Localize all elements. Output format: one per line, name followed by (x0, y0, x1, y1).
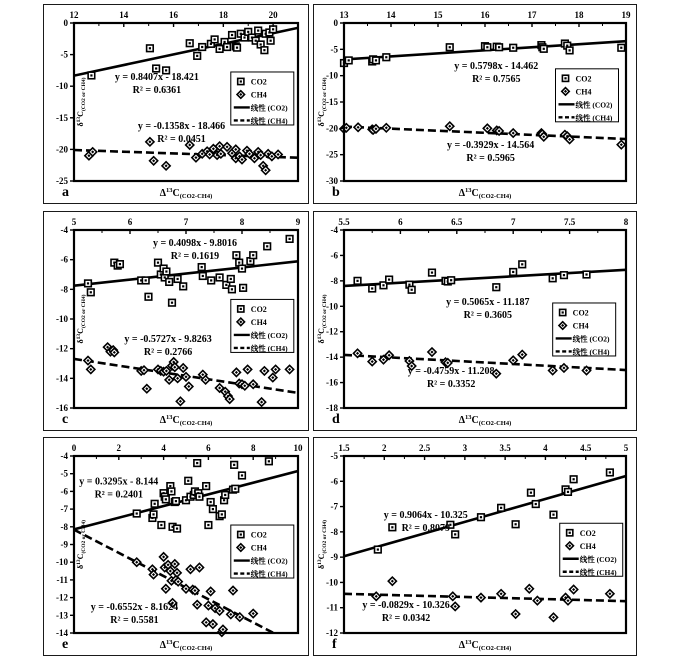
panel-letter: e (62, 637, 69, 652)
y-tick-label: -16 (56, 403, 68, 413)
legend-linear-ch4-label: 线性 (CH4) (250, 343, 288, 353)
x-axis-title: $\Delta^{13}C_{(CO2-CH4)}$ (458, 639, 512, 653)
x-tick-label: 14 (119, 10, 129, 20)
y-tick-label: -12 (326, 628, 338, 638)
y-tick-label: -12 (326, 326, 338, 337)
co2-r2: R² = 0.6361 (132, 84, 182, 96)
legend (231, 72, 294, 126)
chart-c (44, 212, 308, 430)
legend-co2-label: CO2 (579, 528, 596, 538)
y-tick-label: -10 (56, 557, 68, 568)
y-axis-title: $\delta^{13}C_{(CO2 or CH4)}$ (75, 294, 87, 344)
y-tick-label: -6 (60, 486, 68, 497)
y-tick-label: -14 (56, 628, 68, 638)
ch4-r2: R² = 0.5581 (110, 614, 159, 626)
ch4-r2: R² = 0.2766 (143, 347, 193, 359)
x-axis-title: $\Delta^{13}C_{(CO2-CH4)}$ (159, 414, 213, 428)
x-tick-label: 1.5 (338, 443, 350, 453)
y-tick-label: -8 (60, 521, 68, 532)
x-tick-label: 17 (527, 10, 537, 20)
legend-co2-label: CO2 (250, 77, 267, 87)
x-tick-label: 8 (239, 217, 245, 227)
y-tick-label: -7 (330, 501, 338, 512)
legend-co2-label: CO2 (572, 308, 589, 318)
legend-linear-ch4-label: 线性 (CH4) (572, 347, 610, 357)
y-tick-label: -5 (60, 468, 68, 479)
co2-equation: y = 0.3295x - 8.144 (79, 476, 159, 488)
co2-trendline (74, 261, 298, 285)
x-tick-label: 6 (206, 443, 211, 453)
legend-co2-label: CO2 (250, 304, 267, 314)
panel-c (43, 211, 309, 431)
y-tick-label: -13 (56, 610, 68, 621)
y-tick-label: -9 (60, 539, 68, 550)
legend-ch4-label: CH4 (572, 321, 589, 331)
x-tick-label: 14 (386, 10, 396, 20)
x-tick-label: 5.5 (338, 217, 350, 227)
y-tick-label: -8 (330, 275, 338, 286)
panel-letter: c (62, 412, 69, 427)
y-tick-label: -6 (330, 476, 338, 487)
x-tick-label: 13 (339, 10, 349, 20)
x-tick-label: 16 (169, 10, 179, 20)
co2-r2: R² = 0.3605 (463, 309, 513, 321)
ch4-equation: y = -0.6552x - 8.1624 (90, 601, 179, 613)
panel-letter: a (62, 185, 69, 200)
x-axis-title: $\Delta^{13}C_{(CO2-CH4)}$ (159, 187, 213, 201)
y-axis-title: $\delta^{13}C_{(CO2 or CH4)}$ (75, 77, 87, 127)
legend-ch4-label: CH4 (250, 90, 267, 100)
legend-co2-label: CO2 (575, 74, 592, 84)
x-tick-label: 4 (543, 443, 548, 453)
y-tick-label: -14 (56, 373, 68, 384)
y-tick-label: -15 (56, 112, 68, 123)
x-tick-label: 8 (623, 217, 629, 227)
legend (560, 523, 623, 577)
ch4-r2: R² = 0.3352 (426, 379, 476, 391)
co2-equation: y = 0.4098x - 9.8016 (152, 238, 237, 250)
legend-linear-ch4-label: 线性 (CH4) (575, 113, 613, 123)
co2-equation: y = 0.8407x - 18.421 (114, 71, 199, 83)
y-tick-label: -25 (326, 149, 338, 160)
legend-linear-co2-label: 线性 (CO2) (250, 330, 288, 340)
legend-linear-co2-label: 线性 (CO2) (575, 100, 613, 110)
co2-points (354, 261, 590, 293)
x-tick-label: 9 (295, 217, 301, 227)
x-tick-label: 16 (480, 10, 490, 20)
ch4-r2: R² = 0.0451 (157, 133, 206, 145)
chart-a (44, 5, 308, 203)
legend-linear-co2-label: 线性 (CO2) (572, 334, 610, 344)
panel-letter: d (332, 412, 340, 427)
y-tick-label: -18 (326, 403, 338, 413)
co2-equation: y = 0.5798x - 14.462 (454, 60, 539, 72)
x-tick-label: 18 (574, 10, 584, 20)
x-tick-label: 6.5 (451, 217, 463, 227)
y-tick-label: -5 (60, 49, 68, 60)
legend-linear-co2-label: 线性 (CO2) (250, 556, 288, 566)
x-axis-title: $\Delta^{13}C_{(CO2-CH4)}$ (458, 187, 512, 201)
x-tick-label: 18 (218, 10, 228, 20)
x-tick-label: 5 (623, 443, 629, 453)
ch4-r2: R² = 0.0342 (381, 613, 431, 625)
y-tick-label: -6 (60, 254, 68, 265)
x-tick-label: 5 (71, 217, 77, 227)
y-tick-label: -25 (56, 176, 68, 186)
ch4-equation: y = -0.1358x - 18.466 (137, 120, 226, 132)
y-tick-label: 0 (333, 18, 338, 28)
x-tick-label: 8 (250, 443, 256, 453)
x-tick-label: 7 (183, 217, 189, 227)
x-tick-label: 4.5 (580, 443, 592, 453)
x-tick-label: 2.5 (418, 443, 431, 453)
y-axis-title: $\delta^{13}C_{(CO2 or CH4)}$ (75, 520, 87, 569)
x-tick-label: 3.5 (499, 443, 511, 453)
panel-e (43, 437, 309, 656)
legend-ch4-label: CH4 (575, 87, 592, 97)
y-axis-title: $\delta^{13}C_{(CO2 or CH4)}$ (316, 520, 328, 569)
y-tick-label: -20 (326, 123, 338, 134)
x-axis-title: $\Delta^{13}C_{(CO2-CH4)}$ (159, 639, 213, 653)
y-tick-label: -4 (330, 225, 338, 235)
panel-a (43, 4, 309, 204)
panel-f (313, 437, 637, 656)
x-tick-label: 4 (161, 443, 166, 453)
legend-linear-ch4-label: 线性 (CH4) (250, 569, 288, 579)
y-tick-label: -10 (326, 70, 338, 81)
co2-r2: R² = 0.7565 (472, 73, 521, 85)
legend-linear-ch4-label: 线性 (CH4) (579, 567, 617, 577)
panel-b (313, 4, 637, 204)
y-tick-label: -6 (330, 250, 338, 261)
co2-equation: y = 0.9064x - 10.325 (383, 509, 468, 521)
legend-co2-label: CO2 (250, 530, 267, 540)
co2-r2: R² = 0.1619 (170, 251, 220, 263)
y-tick-label: 0 (63, 18, 68, 28)
y-axis-title: $\delta^{13}C_{(CO2 or CH4)}$ (316, 77, 328, 127)
y-tick-label: -11 (326, 602, 338, 613)
panel-letter: b (332, 185, 340, 200)
x-tick-label: 10 (293, 443, 303, 453)
y-tick-label: -10 (326, 577, 338, 588)
x-tick-label: 6 (398, 217, 403, 227)
legend (231, 525, 294, 579)
chart-f (314, 438, 636, 655)
y-tick-label: -12 (56, 343, 68, 354)
legend (231, 299, 294, 353)
ch4-equation: y = -0.0829x - 10.326 (362, 600, 450, 612)
co2-points (133, 458, 272, 532)
y-tick-label: -8 (330, 526, 338, 537)
y-tick-label: -16 (326, 377, 338, 388)
y-tick-label: -14 (326, 352, 338, 363)
x-tick-label: 0 (71, 443, 77, 453)
y-tick-label: -15 (326, 97, 338, 107)
legend (556, 69, 619, 123)
x-tick-label: 20 (268, 10, 278, 20)
x-tick-label: 19 (621, 10, 631, 20)
chart-b (314, 5, 636, 203)
y-tick-label: -5 (330, 44, 338, 55)
x-tick-label: 2 (116, 443, 122, 453)
y-tick-label: -12 (56, 592, 68, 603)
x-tick-label: 2 (382, 443, 387, 453)
legend-linear-ch4-label: 线性 (CH4) (250, 116, 288, 126)
y-tick-label: -5 (330, 451, 338, 461)
legend-ch4-label: CH4 (250, 543, 267, 553)
y-tick-label: -8 (60, 284, 68, 295)
panel-letter: f (332, 637, 337, 652)
x-axis-title: $\Delta^{13}C_{(CO2-CH4)}$ (458, 414, 512, 428)
chart-e (44, 438, 308, 655)
x-tick-label: 12 (69, 10, 79, 20)
y-tick-label: -10 (326, 301, 338, 312)
y-axis-title: $\delta^{13}C_{(CO2 or CH4)}$ (316, 294, 328, 344)
y-tick-label: -7 (60, 504, 68, 515)
legend-ch4-label: CH4 (250, 317, 267, 327)
x-tick-label: 15 (433, 10, 443, 20)
chart-d (314, 212, 636, 430)
x-tick-label: 7.5 (563, 217, 576, 227)
co2-r2: R² = 0.2401 (94, 489, 144, 501)
ch4-r2: R² = 0.5965 (466, 152, 515, 164)
ch4-equation: y = -0.3929x - 14.564 (446, 139, 535, 151)
x-tick-label: 3 (462, 443, 468, 453)
legend-linear-co2-label: 线性 (CO2) (579, 554, 617, 564)
y-tick-label: -30 (326, 176, 338, 186)
x-tick-label: 7 (510, 217, 516, 227)
y-tick-label: -10 (56, 81, 68, 92)
y-tick-label: -4 (60, 451, 68, 461)
panel-d (313, 211, 637, 431)
y-tick-label: -9 (330, 552, 338, 563)
legend-ch4-label: CH4 (579, 541, 596, 551)
legend (553, 303, 616, 356)
y-tick-label: -4 (60, 225, 68, 235)
x-tick-label: 6 (127, 217, 133, 227)
y-tick-label: -10 (56, 314, 68, 324)
y-tick-label: -20 (56, 144, 68, 155)
y-tick-label: -11 (56, 574, 68, 585)
co2-r2: R² = 0.8079 (401, 522, 450, 534)
ch4-equation: y = -0.5727x - 9.8263 (124, 334, 212, 346)
ch4-equation: y = -0.4759x - 11.208 (407, 366, 495, 378)
legend-linear-co2-label: 线性 (CO2) (250, 103, 288, 113)
co2-equation: y = 0.5065x - 11.187 (446, 296, 530, 308)
